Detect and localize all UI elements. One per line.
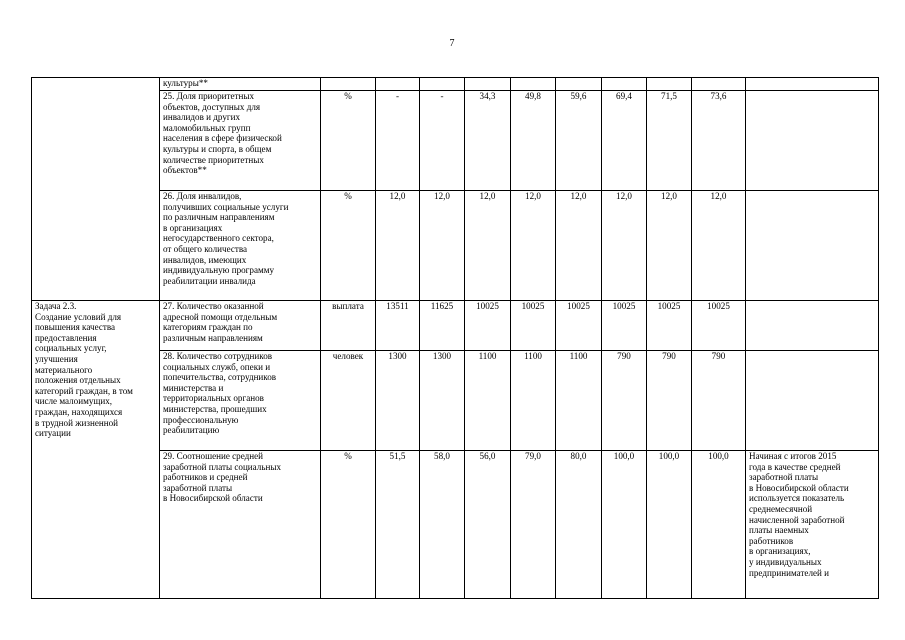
- task-cell: Задача 2.3. Создание условий для повышения качества предоставления социальных услуг, улучшения материального положения отдельных категорий граждан, в том числе малоимущих, граждан, находящихся в трудной жизненной ситуации: [32, 301, 160, 599]
- note-cell: [746, 301, 879, 351]
- value-cell: 10025: [465, 301, 511, 351]
- value-cell: 1100: [465, 351, 511, 451]
- value-cell: 56,0: [465, 451, 511, 599]
- value-cell: 100,0: [692, 451, 746, 599]
- indicator-cell: 29. Соотношение средней заработной платы социальных работников и средней заработной платы в Новосибирской области: [160, 451, 321, 599]
- note-cell: Начиная с итогов 2015 года в качестве средней заработной платы в Новосибирской области используется показатель среднемесячной начисленной заработной платы наемных работников в организациях, у индивидуальных предпринимателей и: [746, 451, 879, 599]
- value-cell: 49,8: [511, 91, 556, 191]
- value-cell: 790: [602, 351, 647, 451]
- table-row: [32, 451, 879, 599]
- value-cell: -: [376, 91, 420, 191]
- value-cell: 10025: [692, 301, 746, 351]
- unit-cell: [321, 78, 376, 91]
- value-cell: [420, 78, 465, 91]
- indicator-cell: 27. Количество оказанной адресной помощи отдельным категориям граждан по различным направлениям: [160, 301, 321, 351]
- value-cell: 1300: [420, 351, 465, 451]
- value-cell: 1100: [511, 351, 556, 451]
- indicator-cell: 28. Количество сотрудников социальных служб, опеки и попечительства, сотрудников министерства и территориальных органов министерства, прошедших профессиональную реабилитацию: [160, 351, 321, 451]
- unit-cell: %: [321, 91, 376, 191]
- note-cell: [746, 91, 879, 191]
- unit-cell: %: [321, 451, 376, 599]
- value-cell: 1100: [556, 351, 602, 451]
- page-number: 7: [449, 38, 455, 49]
- value-cell: 790: [692, 351, 746, 451]
- value-cell: 10025: [602, 301, 647, 351]
- value-cell: 100,0: [647, 451, 692, 599]
- value-cell: 12,0: [602, 191, 647, 301]
- value-cell: 12,0: [376, 191, 420, 301]
- value-cell: 69,4: [602, 91, 647, 191]
- value-cell: [602, 78, 647, 91]
- table-row: [32, 301, 879, 351]
- value-cell: 80,0: [556, 451, 602, 599]
- value-cell: 12,0: [511, 191, 556, 301]
- value-cell: 12,0: [647, 191, 692, 301]
- note-cell: [746, 78, 879, 91]
- table-row: [32, 91, 879, 191]
- value-cell: 51,5: [376, 451, 420, 599]
- value-cell: 59,6: [556, 91, 602, 191]
- indicator-cell: культуры**: [160, 78, 321, 91]
- note-cell: [746, 191, 879, 301]
- task-cell: [32, 78, 160, 301]
- value-cell: 73,6: [692, 91, 746, 191]
- value-cell: [465, 78, 511, 91]
- value-cell: 10025: [511, 301, 556, 351]
- value-cell: [511, 78, 556, 91]
- unit-cell: человек: [321, 351, 376, 451]
- table-row: [32, 351, 879, 451]
- value-cell: [647, 78, 692, 91]
- value-cell: [376, 78, 420, 91]
- value-cell: [692, 78, 746, 91]
- value-cell: 10025: [647, 301, 692, 351]
- indicators-table: [31, 77, 879, 599]
- value-cell: 13511: [376, 301, 420, 351]
- note-cell: [746, 351, 879, 451]
- value-cell: 12,0: [465, 191, 511, 301]
- value-cell: [556, 78, 602, 91]
- value-cell: 58,0: [420, 451, 465, 599]
- table-row: [32, 191, 879, 301]
- value-cell: 79,0: [511, 451, 556, 599]
- value-cell: 790: [647, 351, 692, 451]
- value-cell: 100,0: [602, 451, 647, 599]
- unit-cell: %: [321, 191, 376, 301]
- indicator-cell: 25. Доля приоритетных объектов, доступных для инвалидов и других маломобильных групп населения в сфере физической культуры и спорта, в общем количестве приоритетных объектов**: [160, 91, 321, 191]
- value-cell: 10025: [556, 301, 602, 351]
- value-cell: 12,0: [692, 191, 746, 301]
- value-cell: 12,0: [420, 191, 465, 301]
- value-cell: -: [420, 91, 465, 191]
- value-cell: 11625: [420, 301, 465, 351]
- value-cell: 1300: [376, 351, 420, 451]
- value-cell: 12,0: [556, 191, 602, 301]
- value-cell: 71,5: [647, 91, 692, 191]
- value-cell: 34,3: [465, 91, 511, 191]
- table-row: [32, 78, 879, 91]
- indicator-cell: 26. Доля инвалидов, получивших социальные услуги по различным направлениям в организациях негосударственного сектора, от общего количества инвалидов, имеющих индивидуальную программу реабилитации инвалида: [160, 191, 321, 301]
- unit-cell: выплата: [321, 301, 376, 351]
